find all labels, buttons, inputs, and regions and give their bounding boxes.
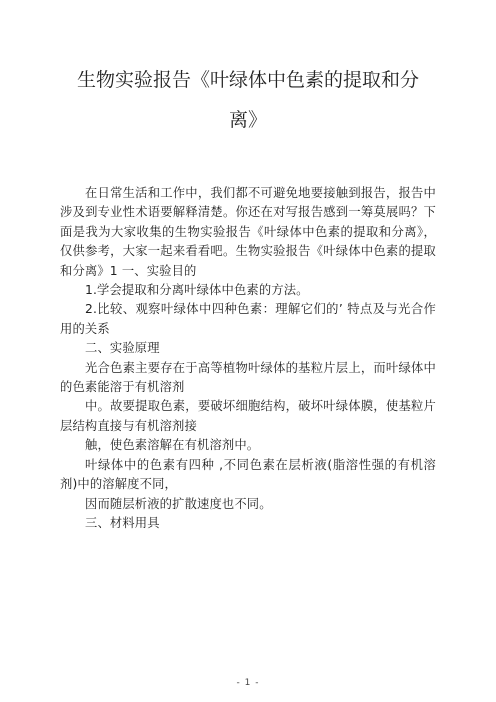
paragraph-principle-5: 因而随层析液的扩散速度也不同。 bbox=[85, 496, 272, 511]
paragraph-objective-2: 2.比较、观察叶绿体中四种色素：理解它们的’ 特点及与光合作用的关系 bbox=[60, 302, 436, 336]
paragraph-principle-1: 光合色素主要存在于高等植物叶绿体的基粒片层上，而叶绿体中的色素能溶于有机溶剂 bbox=[60, 360, 436, 395]
page-number: - 1 - bbox=[236, 678, 260, 688]
paragraph-intro: 在日常生活和工作中，我们都不可避免地要接触到报告，报告中涉及到专业性术语要解释清楚。你还在对写报告感到一筹莫展吗？下面是我为大家收集的生物实验报告《叶绿体中色素的提取和分离》，仅供参考，大家一起来看看吧。生物实验报告《叶绿体中色素的提取和分离》1 一、实验目的 bbox=[60, 186, 436, 278]
paragraph-principle-3: 触，使色素溶解在有机溶剂中。 bbox=[85, 438, 260, 453]
document-title-line-2: 离》 bbox=[228, 109, 267, 131]
section-heading-materials: 三、材料用具 bbox=[85, 515, 160, 530]
paragraph-principle-4: 叶绿体中的色素有四种 ,不同色素在层析液(脂溶性强的有机溶剂)中的溶解度不同， bbox=[60, 457, 436, 492]
section-heading-principle: 二、实验原理 bbox=[85, 341, 160, 356]
paragraph-principle-2: 中。故要提取色素，要破坏细胞结构，破坏叶绿体膜，使基粒片层结构直接与有机溶剂接 bbox=[60, 399, 436, 433]
document-body bbox=[60, 184, 436, 533]
paragraph-objective-1: 1.学会提取和分离叶绿体中色素的方法。 bbox=[85, 283, 309, 298]
document-title-line-1: 生物实验报告《叶绿体中色素的提取和分 bbox=[76, 69, 419, 91]
